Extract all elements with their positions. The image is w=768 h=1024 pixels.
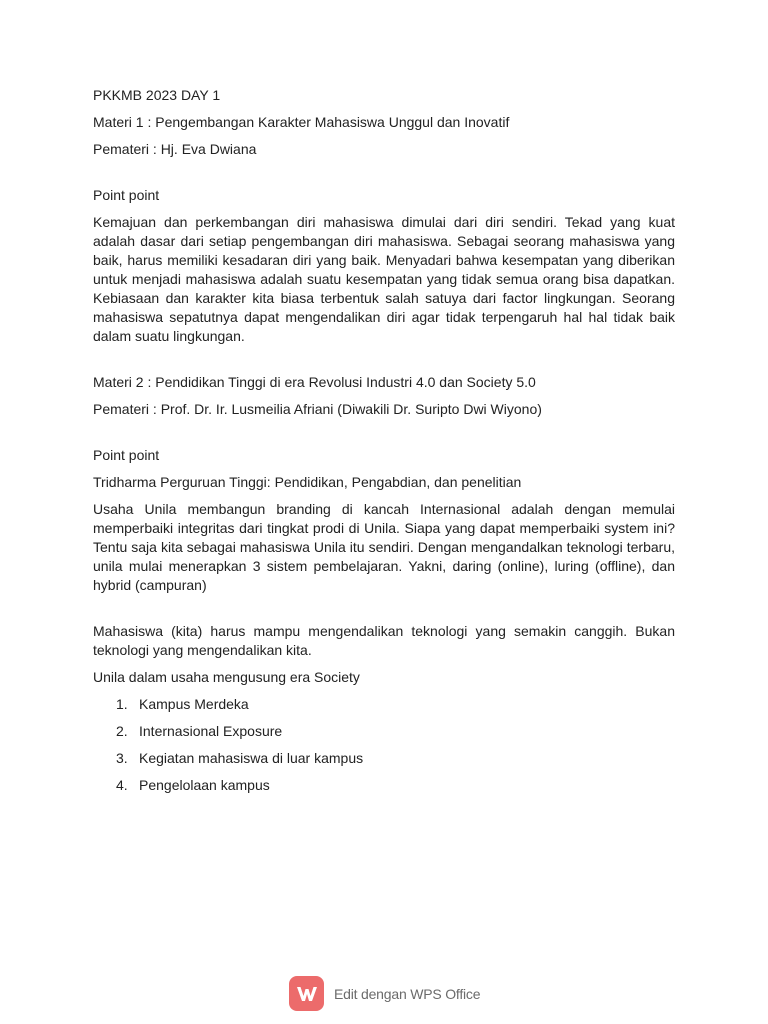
document-title: PKKMB 2023 DAY 1: [93, 87, 221, 103]
list-item-text: Kegiatan mahasiswa di luar kampus: [139, 750, 364, 766]
list-item: [116, 722, 675, 741]
list-item-number: 4.: [116, 777, 128, 793]
list-item: [116, 749, 675, 768]
tridharma-line: Tridharma Perguruan Tinggi: Pendidikan, Pengabdian, dan penelitian: [93, 474, 522, 490]
document-page: [93, 86, 675, 803]
list-item-text: Internasional Exposure: [139, 723, 283, 739]
spacer: [93, 603, 675, 622]
wps-office-logo-icon: [289, 976, 324, 1011]
spacer: [93, 427, 675, 446]
materi2-points-label: Point point: [93, 447, 160, 463]
list-item-number: 3.: [116, 750, 128, 766]
list-item-number: 2.: [116, 723, 128, 739]
list-item-text: Pengelolaan kampus: [139, 777, 270, 793]
materi1-heading: Materi 1 : Pengembangan Karakter Mahasiswa Unggul dan Inovatif: [93, 114, 510, 130]
list-item-text: Kampus Merdeka: [139, 696, 249, 712]
spacer: [93, 354, 675, 373]
list-item: [116, 695, 675, 714]
materi1-speaker: Pemateri : Hj. Eva Dwiana: [93, 141, 257, 157]
materi1-points-label: Point point: [93, 187, 160, 203]
list-item: [116, 776, 675, 795]
edit-with-wps-label: Edit dengan WPS Office: [334, 985, 481, 1002]
spacer: [93, 167, 675, 186]
materi2-paragraph-2: Mahasiswa (kita) harus mampu mengendalikan teknologi yang semakin canggih. Bukan teknologi yang mengendalikan kita.: [93, 623, 675, 658]
list-intro: Unila dalam usaha mengusung era Society: [93, 669, 360, 685]
materi2-speaker: Pemateri : Prof. Dr. Ir. Lusmeilia Afriani (Diwakili Dr. Suripto Dwi Wiyono): [93, 401, 542, 417]
list-item-number: 1.: [116, 696, 128, 712]
materi1-paragraph: Kemajuan dan perkembangan diri mahasiswa dimulai dari diri sendiri. Tekad yang kuat adalah dasar dari setiap pengembangan diri mahasiswa. Sebagai seorang mahasiswa yang baik, harus memiliki kesadaran diri yang baik. Menyadari bahwa kesempatan yang diberikan untuk menjadi mahasiswa adalah suatu kesempatan yang tidak semua orang bisa dapatkan. Kebiasaan dan karakter kita biasa terbentuk salah satuya dari factor lingkungan. Seorang mahasiswa sepatutnya dapat mengendalikan diri agar tidak terpengaruh hal hal tidak baik dalam suatu lingkungan.: [93, 214, 675, 344]
society-list: [93, 695, 675, 795]
wps-footer[interactable]: [289, 976, 480, 1011]
materi2-heading: Materi 2 : Pendidikan Tinggi di era Revolusi Industri 4.0 dan Society 5.0: [93, 374, 536, 390]
materi2-paragraph-1: Usaha Unila membangun branding di kancah Internasional adalah dengan memulai memperbaiki integritas dari tingkat prodi di Unila. Siapa yang dapat memperbaiki system ini? Tentu saja kita sebagai mahasiswa Unila itu sendiri. Dengan mengandalkan teknologi terbaru, unila mulai menerapkan 3 sistem pembelajaran. Yakni, daring (online), luring (offline), dan hybrid (campuran): [93, 501, 675, 593]
